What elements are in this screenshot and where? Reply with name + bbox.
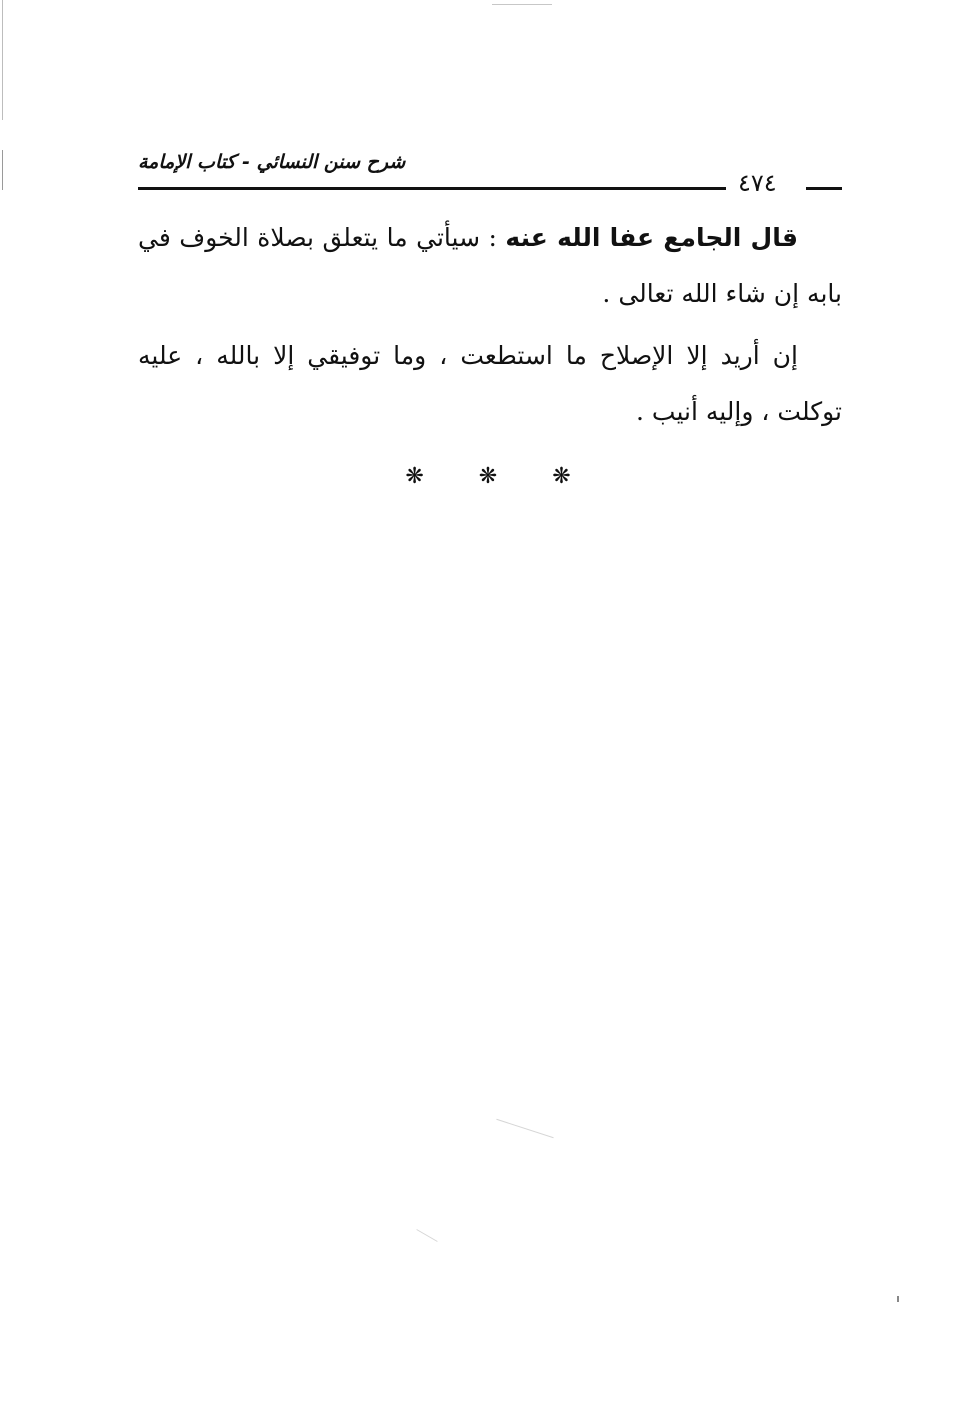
paragraph (138, 210, 842, 322)
asterism-mark: ❋ (552, 464, 571, 489)
scan-speck (897, 1296, 899, 1302)
scan-edge-mark (2, 0, 3, 120)
header-rule (138, 187, 726, 190)
header-title: شرح سنن النسائي - كتاب الإمامة (138, 151, 406, 173)
scan-speck (496, 1119, 553, 1138)
paragraph-text: : سيأتي ما يتعلق بصلاة الخوف في بابه إن شاء الله تعالى . (138, 223, 842, 308)
main-text (138, 210, 842, 440)
paragraph-intro: قال الجامع عفا الله عنه (505, 223, 798, 252)
asterism-mark: ❋ (405, 464, 424, 489)
asterism-mark: ❋ (478, 464, 498, 489)
running-header (138, 145, 842, 205)
scan-top-mark (492, 4, 552, 5)
section-separator (0, 464, 976, 489)
header-dash (806, 187, 842, 190)
paragraph: إن أريد إلا الإصلاح ما استطعت ، وما توفيقي إلا بالله ، عليه توكلت ، وإليه أنيب . (138, 341, 842, 426)
page-number: ٤٧٤ (738, 169, 777, 197)
scan-speck (416, 1229, 437, 1242)
scan-edge-mark (2, 150, 3, 190)
